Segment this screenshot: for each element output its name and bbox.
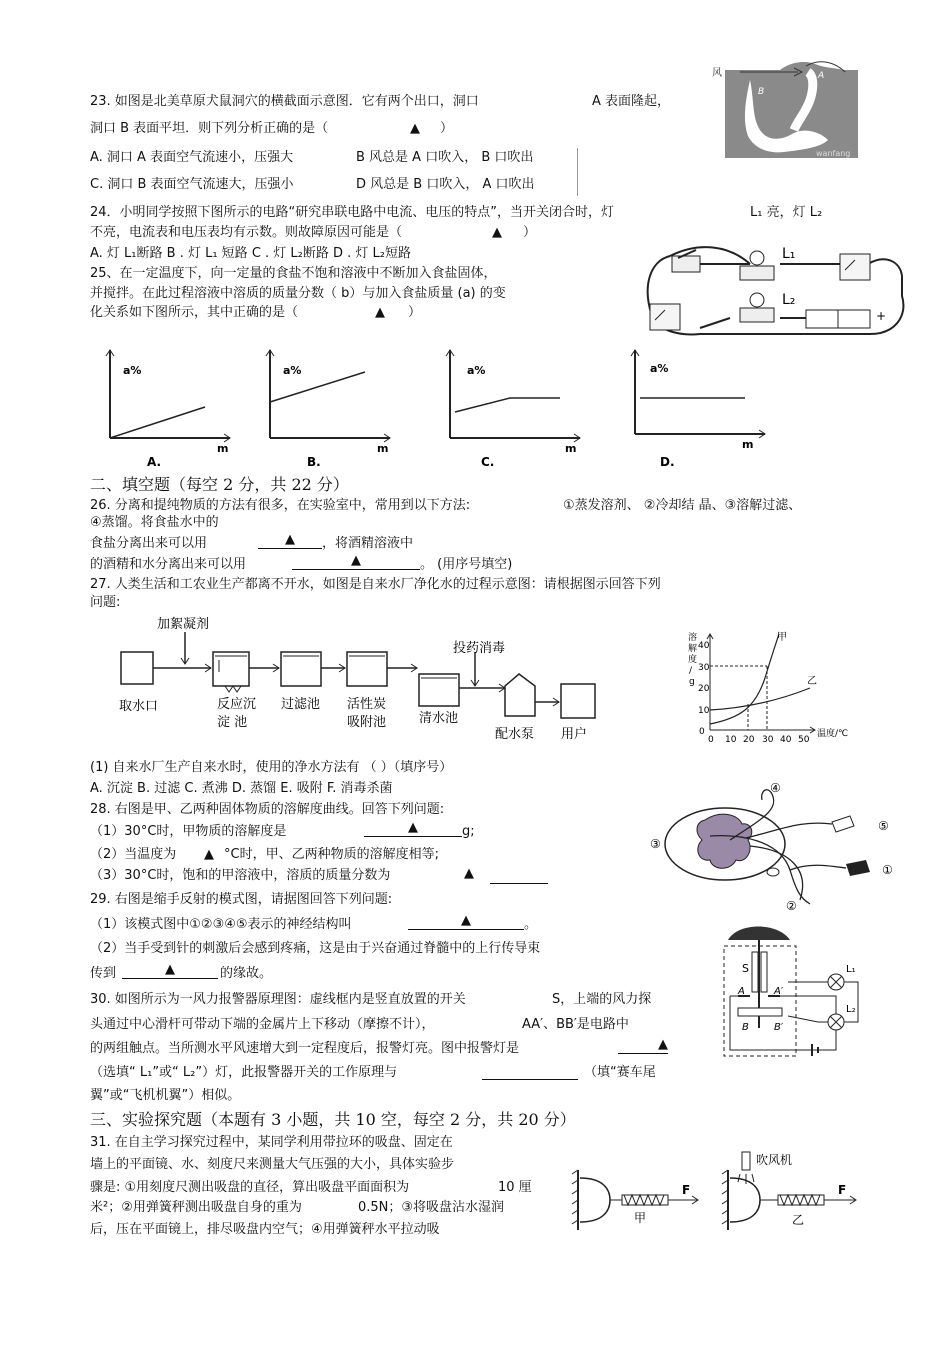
burrow-wind-label: 风 [712,68,722,79]
flow-reaction-2: 淀 池 [217,715,248,730]
q28-s3: （3）30°C时，饱和的甲溶液中，溶质的质量分数为 [90,868,391,883]
q28-blank-1[interactable]: ▲ [364,820,462,837]
graph-d-letter: D. [660,455,675,469]
q26-line3b: ，将酒精溶液中 [322,536,414,551]
suction-figure-jia [570,1160,710,1240]
q29-line1: 29. 右图是缩手反射的模式图，请据图回答下列问题: [90,892,393,907]
graph-b-letter: B. [307,455,321,469]
bulb-l2-icon [750,293,764,307]
q29-s3: 传到 [90,966,117,981]
q30-blank-1[interactable]: ▲ [618,1037,668,1054]
intake-box [121,652,153,684]
alarm-label-l2: L₂ [846,1004,856,1015]
q28-s2b: °C时，甲、乙两种物质的溶解度相等; [224,847,439,862]
q25-line2: 并搅拌。在此过程溶液中溶质的质量分数（ b）与加入食盐质量 (a) 的变 [90,286,506,301]
flow-pump: 配水泵 [495,727,535,742]
flow-reaction-1: 反应沉 [217,697,257,712]
reflex-label-3: ③ [650,837,661,851]
q26-line1b: ①蒸发溶剂、 ②冷却结 晶、③溶解过滤、 [563,498,802,513]
xtick-10: 10 [725,735,737,745]
bulb-l1-icon [750,251,764,265]
suction-figure-yi [720,1148,870,1240]
flow-clear: 清水池 [419,711,459,726]
wind-probe-icon [728,927,790,941]
option-divider [577,148,578,196]
q31-line4: 米²；②用弹簧秤测出吸盘自身的重为 [90,1200,302,1215]
alarm-label-l1: L₁ [846,964,856,975]
q25-line1: 25、在一定温度下，向一定量的食盐不饱和溶液中不断加入食盐固体， [90,266,497,281]
graph-a-letter: A. [147,455,162,469]
q25-mark: ▲ [375,305,385,320]
q23-line2: 洞口 B 表面平坦．则下列分析正确的是（ [90,121,329,136]
circuit-label-l2: L₂ [782,292,796,308]
q26-line4: 的酒精和水分离出来可以用 [90,557,247,572]
circuit-label-l1: L₁ [782,246,796,262]
water-treatment-diagram [115,612,605,752]
q28-s2: （2）当温度为 [90,847,177,862]
graph-a [95,350,230,470]
ytick-0: 0 [699,727,705,737]
blower-label: 吹风机 [756,1153,793,1167]
q29-s2: （2）当手受到针的刺激后会感到疼痛，这是由于兴奋通过脊髓中的上行传导束 [90,941,541,956]
reaction-tank [213,652,249,686]
svg-text:度: 度 [688,655,698,665]
ytick-30: 30 [698,663,710,673]
q29-blank-1[interactable]: ▲ [408,913,524,930]
q27-line2: 问题: [90,595,121,610]
graph-d [620,350,765,470]
reflex-arc-figure [650,780,900,913]
flow-user: 用户 [561,727,588,742]
svg-text:溶: 溶 [688,633,698,643]
q25-line3: 化关系如下图所示，其中正确的是（ [90,305,299,320]
q25-close: ） [408,305,422,320]
q30-blank-2[interactable] [482,1079,578,1080]
carbon-tank [347,652,387,686]
burrow-label-a: A [818,71,825,81]
solubility-chart [685,628,865,746]
reflex-label-4: ④ [770,781,781,795]
svg-text:/: / [689,666,693,676]
q28-s1: （1）30°C时，甲物质的溶解度是 [90,824,287,839]
svg-text:解: 解 [688,644,698,654]
graph-c [435,350,580,470]
section-3-title: 三、实验探究题（本题有 3 小题，共 10 空，每空 2 分，共 20 分） [90,1110,576,1129]
q31-line1: 31. 在自主学习探究过程中，某同学利用带拉环的吸盘、固定在 [90,1135,453,1150]
q30-line1: 30. 如图所示为一风力报警器原理图：虚线框内是竖直放置的开关 [90,992,466,1007]
alarm-label-a: A [738,986,745,997]
alarm-label-s: S [742,962,749,975]
q26-line4b: 。 (用序号填空) [420,557,513,572]
q24-line1b: L₁ 亮，灯 L₂ [750,205,823,220]
curve-jia-label: 甲 [777,632,787,643]
q26-blank-2[interactable]: ▲ [292,553,420,570]
wind-alarm-figure [718,916,878,1060]
reflex-label-1: ① [882,863,893,877]
force-label-jia: F [682,1183,691,1197]
q27-line1: 27. 人类生活和工农业生产都离不开水，如图是自来水厂净化水的过程示意图：请根据图示回答下列 [90,577,661,592]
flow-carbon-2: 吸附池 [347,715,387,730]
q24-line2: 不亮，电流表和电压表均有示数。则故障原因可能是（ [90,225,403,240]
xtick-30: 30 [762,735,774,745]
q24-mark: ▲ [492,225,502,240]
solubility-ylabel [688,631,697,687]
q23-option-b: B 风总是 A 口吹入， B 口吹出 [356,150,534,165]
q28-line1: 28. 右图是甲、乙两种固体物质的溶解度曲线。回答下列问题: [90,802,445,817]
alarm-label-b2: B′ [774,1022,784,1033]
graph-c-xlabel: m [565,442,577,455]
reflex-label-5: ⑤ [878,819,889,833]
user-box [561,684,595,718]
q28-blank-2[interactable]: ▲ [204,847,214,862]
blower-icon [742,1152,750,1170]
q27-options: A. 沉淀 B. 过滤 C. 煮沸 D. 蒸馏 E. 吸附 F. 消毒杀菌 [90,781,393,796]
xtick-50: 50 [798,735,810,745]
q26-line1: 26. 分离和提纯物质的方法有很多，在实验室中，常用到以下方法: [90,498,471,513]
solubility-xlabel: 温度/℃ [817,729,849,739]
q23-line1: 23. 如图是北美草原犬鼠洞穴的横截面示意图．它有两个出口，洞口 [90,94,479,109]
q24-close: ） [523,225,537,240]
graph-b-xlabel: m [377,442,389,455]
q26-blank-1[interactable]: ▲ [258,532,322,549]
graph-a-xlabel: m [217,442,229,455]
q23-close: ） [440,121,454,136]
q30-line4b: （填“赛车尾 [584,1065,656,1080]
q31-line3: 骤是: ①用刻度尺测出吸盘的直径，算出吸盘平面面积为 [90,1180,410,1195]
flow-coagulant: 加絮凝剂 [157,617,210,632]
q29-blank-2[interactable]: ▲ [122,962,218,979]
alarm-label-b: B [742,1022,749,1033]
q31-line3b: 10 厘 [498,1180,532,1195]
svg-text:g: g [689,677,695,687]
xtick-20: 20 [743,735,755,745]
q30-line4: （选填“ L₁”或“ L₂”）灯，此报警器开关的工作原理与 [90,1065,398,1080]
filter-tank [281,652,321,686]
curve-jia [710,634,779,724]
q31-line4b: 0.5N；③将吸盘沾水湿润 [358,1200,505,1215]
ytick-20: 20 [698,684,710,694]
q30-line2: 头通过中心滑杆可带动下端的金属片上下移动（摩擦不计）， [90,1017,435,1032]
xtick-40: 40 [780,735,792,745]
q30-line1b: S，上端的风力探 [552,992,652,1007]
flow-disinfect: 投药消毒 [453,641,506,656]
figure-yi-label: 乙 [792,1213,805,1227]
graph-d-ylabel: a% [650,362,669,375]
section-2-title: 二、填空题（每空 2 分，共 22 分） [90,475,349,494]
q23-line1b: A 表面隆起， [592,94,671,109]
circuit-label-plus: + [876,309,887,323]
voltmeter-icon [650,304,680,330]
q29-s1: （1）该模式图中①②③④⑤表示的神经结构叫 [90,917,352,932]
q27-sub1: (1) 自来水厂生产自来水时，使用的净水方法有 （ ）（填序号） [90,760,453,775]
figure-jia-label: 甲 [634,1211,647,1225]
graph-c-letter: C. [481,455,495,469]
clear-water-tank [419,674,459,706]
q23-option-d: D 风总是 B 口吹入， A 口吹出 [356,177,535,192]
burrow-figure [710,58,860,160]
graph-a-ylabel: a% [123,364,142,377]
q28-blank-3-line [490,883,548,884]
ammeter-icon [840,254,870,280]
q30-line3: 的两组触点。当所测水平风速增大到一定程度后，报警灯亮。图中报警灯是 [90,1041,520,1056]
xtick-0: 0 [708,735,714,745]
flow-intake: 取水口 [119,699,159,714]
q28-blank-3-mark[interactable]: ▲ [464,866,474,881]
q30-line2b: AA′、BB′是电路中 [522,1017,629,1032]
suction-cup-icon [580,1178,610,1222]
q31-line2: 墙上的平面镜、水、刻度尺来测量大气压强的大小，具体实验步 [90,1157,455,1172]
curve-yi-label: 乙 [807,676,817,687]
q29-s3b: 的缘故。 [220,966,273,981]
q23-option-a: A. 洞口 A 表面空气流速小，压强大 [90,150,294,165]
pump-icon [505,674,535,716]
burrow-label-b: B [758,87,765,97]
burrow-watermark: wanfang [816,149,851,158]
circuit-figure [640,236,910,340]
q24-options: A. 灯 L₁断路 B . 灯 L₁ 短路 C . 灯 L₂断路 D . 灯 L₂短路 [90,246,412,261]
alarm-label-a2: A′ [774,986,784,997]
ytick-10: 10 [698,706,710,716]
q29-s1b: 。 [524,917,538,932]
q26-line2: ④蒸馏。将食盐水中的 [90,515,219,530]
q31-line5: 后，压在平面镜上，排尽吸盘内空气；④用弹簧秤水平拉动吸 [90,1222,440,1237]
graph-c-ylabel: a% [467,364,486,377]
flow-filter: 过滤池 [281,697,321,712]
graph-b [255,350,390,470]
muscle-icon [832,816,854,832]
q23-option-c: C. 洞口 B 表面空气流速大，压强小 [90,177,294,192]
flow-carbon-1: 活性炭 [347,697,387,712]
switch-box [672,256,700,272]
q28-s1b: g; [462,824,475,839]
force-label-yi: F [838,1183,847,1197]
q23-mark: ▲ [410,121,420,136]
q26-line3: 食盐分离出来可以用 [90,536,208,551]
q24-line1: 24．小明同学按照下图所示的电路“研究串联电路中电流、电压的特点”，当开关闭合时，灯 [90,205,615,220]
skin-receptor-icon [846,860,870,876]
graph-b-ylabel: a% [283,364,302,377]
ytick-40: 40 [698,641,710,651]
q30-line5: 翼”或“飞机机翼”）相似。 [90,1088,241,1103]
graph-d-xlabel: m [742,438,754,451]
reflex-label-2: ② [786,899,797,913]
